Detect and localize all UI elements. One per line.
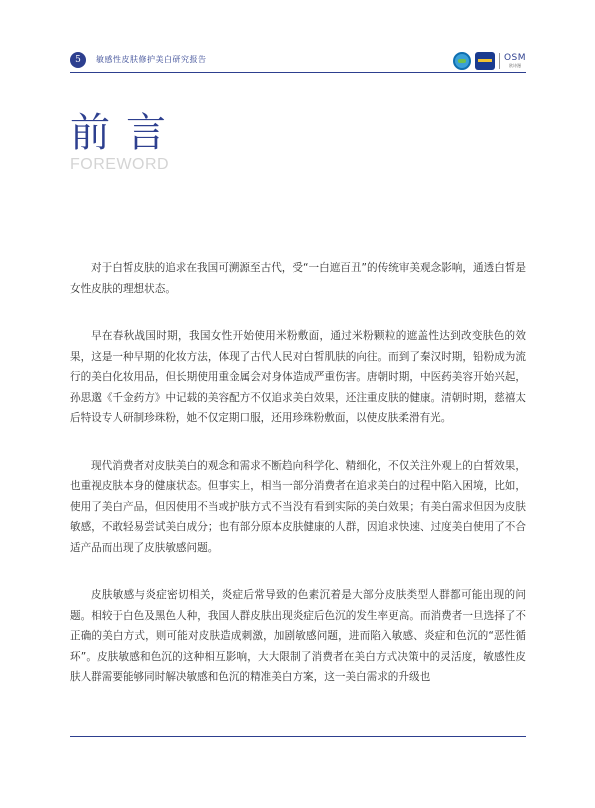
- paragraph: 皮肤敏感与炎症密切相关，炎症后常导致的色素沉着是大部分皮肤类型人群都可能出现的问题。相较于白色及黑色人种，我国人群皮肤出现炎症后色沉的发生率更高。而消费者一旦选择了不正确的美白方式，则可能对皮肤造成刺激，加剧敏感问题，进而陷入敏感、炎症和色沉的“恶性循环”。皮肤敏感和色沉的这种相互影响，大大限制了消费者在美白方式决策中的灵活度，敏感性皮肤人群需要能够同时解决敏感和色沉的精准美白方案，这一美白需求的升级也: [70, 589, 526, 683]
- globe-logo-icon: [453, 52, 471, 70]
- osm-logo-text: OSM: [503, 53, 526, 63]
- footer-divider: [70, 736, 526, 737]
- page-number: 5: [70, 52, 86, 68]
- section-title-english: FOREWORD: [70, 156, 170, 173]
- report-title: 敏感性皮肤修护美白研究报告: [96, 55, 207, 64]
- section-title: 前言: [70, 110, 182, 156]
- brand-logo-icon: [475, 52, 495, 70]
- page-header: [70, 50, 526, 72]
- osm-logo-subtext: 欧诗漫: [508, 63, 521, 68]
- partner-logos: [453, 50, 526, 72]
- paragraph: 对于白皙皮肤的追求在我国可溯源至古代，受“一白遮百丑”的传统审美观念影响，通透白皙是女性皮肤的理想状态。: [70, 262, 526, 295]
- logo-divider: [499, 53, 500, 69]
- paragraph: 早在春秋战国时期，我国女性开始使用米粉敷面，通过米粉颗粒的遮盖性达到改变肤色的效果，这是一种早期的化妆方法，体现了古代人民对白皙肌肤的向往。而到了秦汉时期，铅粉成为流行的美白化妆用品，但长期使用重金属会对身体造成严重伤害。唐朝时期，中医药美容开始兴起，孙思邈《千金药方》中记载的美容配方不仅追求美白效果，还注重皮肤的健康。清朝时期，慈禧太后特设专人研制珍珠粉，她不仅定期口服，还用珍珠粉敷面，以使皮肤柔滑有光。: [70, 330, 526, 424]
- body-content: [70, 258, 526, 715]
- osm-logo: [504, 53, 526, 69]
- paragraph: 现代消费者对皮肤美白的观念和需求不断趋向科学化、精细化，不仅关注外观上的白皙效果，也重视皮肤本身的健康状态。但事实上，相当一部分消费者在追求美白的过程中陷入困境，比如，使用了美白产品，但因使用不当或护肤方式不当没有看到实际的美白效果；有美白需求但因为皮肤敏感，不敢轻易尝试美白成分；也有部分原本皮肤健康的人群，因追求快速、过度美白使用了不合适产品而出现了皮肤敏感问题。: [70, 459, 526, 554]
- header-divider: [70, 72, 526, 73]
